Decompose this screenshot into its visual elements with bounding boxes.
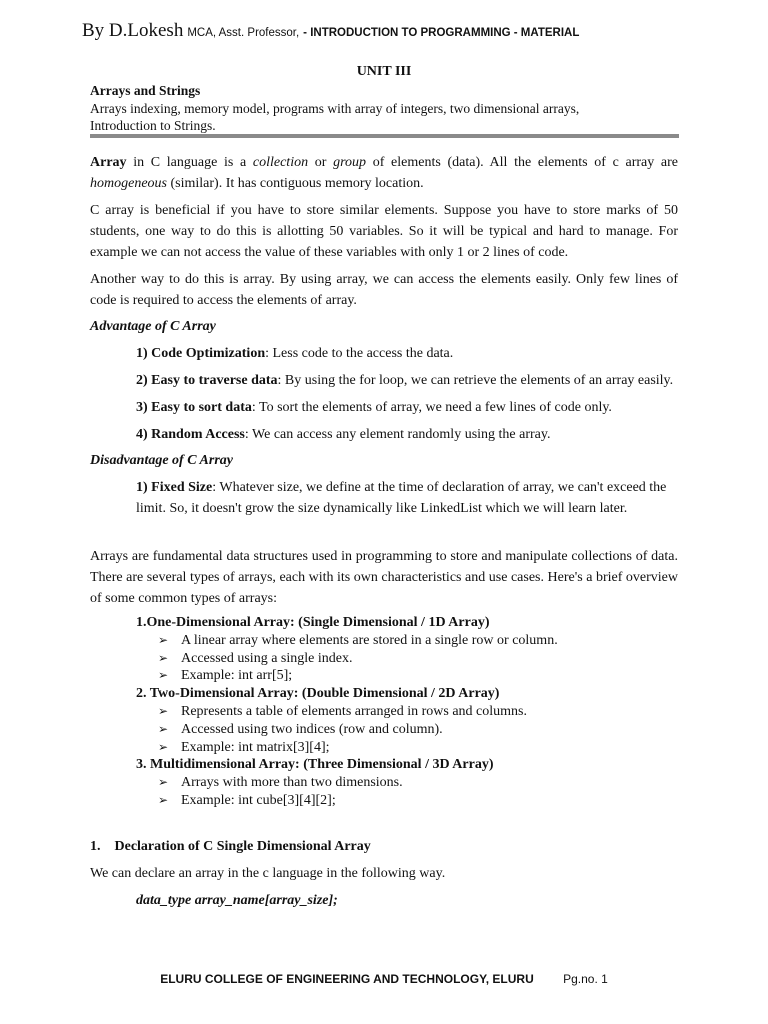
type-heading-3d: 3. Multidimensional Array: (Three Dimensional / 3D Array): [136, 757, 494, 773]
section-divider: [90, 134, 679, 138]
bullet-text: Example: int arr[5];: [181, 668, 293, 684]
bullet-arrow-icon: ➢: [158, 632, 169, 647]
declaration-heading: [90, 836, 678, 857]
advantage-text: : Less code to the access the data.: [265, 346, 454, 361]
declaration-text: We can declare an array in the c language in the following way.: [90, 865, 446, 881]
header-author: By D.Lokesh: [82, 20, 184, 41]
type-heading-1d: 1.One-Dimensional Array: (Single Dimensional / 1D Array): [136, 615, 490, 630]
intro-paragraph: [90, 152, 678, 194]
intro-term: Array: [90, 155, 127, 170]
bullet-text: Accessed using two indices (row and column).: [181, 721, 443, 737]
paragraph-3: Another way to do this is array. By using array, we can access the elements easily. Only few lines of code is required to access the elements of array.: [90, 272, 678, 308]
advantage-label: 4) Random Access: [136, 427, 245, 442]
disadvantage-label: 1) Fixed Size: [136, 480, 213, 495]
list-item: [90, 739, 678, 757]
advantage-label: 3) Easy to sort data: [136, 400, 252, 415]
intro-group: group: [333, 155, 367, 170]
document-body: [90, 152, 678, 911]
advantage-item: [90, 424, 678, 445]
array-types-list: [90, 614, 678, 810]
unit-title: UNIT III: [356, 64, 412, 79]
declaration-syntax: data_type array_name[array_size];: [136, 892, 338, 908]
intro-text-4: (similar). It has contiguous memory location.: [167, 176, 424, 191]
advantages-heading: Advantage of C Array: [90, 319, 216, 334]
declaration-heading-text: Declaration of C Single Dimensional Array: [114, 838, 371, 854]
advantage-item: [90, 397, 678, 418]
bullet-text: Example: int cube[3][4][2];: [181, 792, 336, 808]
bullet-arrow-icon: ➢: [158, 703, 169, 718]
bullet-text: Arrays with more than two dimensions.: [181, 775, 403, 791]
intro-homogeneous: homogeneous: [90, 176, 167, 191]
types-intro-paragraph: Arrays are fundamental data structures used in programming to store and manipulate collections of data. There are several types of arrays, each with its own characteristics and use cases. Here's a brief overview of some common types of arrays:: [90, 549, 678, 606]
bullet-text: Example: int matrix[3][4];: [181, 739, 330, 755]
page-header: [82, 20, 722, 42]
bullet-text: Represents a table of elements arranged in rows and columns.: [181, 703, 528, 719]
topics-heading: Arrays and Strings: [90, 83, 201, 98]
bullet-arrow-icon: ➢: [158, 739, 169, 754]
intro-text-3: of elements (data). All the elements of c array are: [366, 155, 679, 170]
topics-block: [90, 82, 682, 135]
advantage-label: 1) Code Optimization: [136, 346, 266, 361]
advantage-text: : We can access any element randomly using the array.: [244, 427, 551, 442]
advantage-item: [90, 343, 678, 364]
disadvantages-heading: Disadvantage of C Array: [90, 453, 233, 468]
list-item: [90, 632, 678, 650]
footer-page-number: Pg.no. 1: [563, 972, 608, 986]
advantage-item: [90, 370, 678, 391]
list-item: [90, 721, 678, 739]
bullet-arrow-icon: ➢: [158, 668, 169, 683]
page-footer: [0, 972, 768, 986]
intro-collection: collection: [252, 155, 309, 170]
header-title: - INTRODUCTION TO PROGRAMMING - MATERIAL: [303, 27, 580, 39]
bullet-arrow-icon: ➢: [158, 650, 169, 665]
bullet-arrow-icon: ➢: [158, 721, 169, 736]
advantage-label: 2) Easy to traverse data: [136, 373, 278, 388]
topics-line-1: Arrays indexing, memory model, programs with array of integers, two dimensional arrays,: [90, 100, 580, 116]
footer-college: ELURU COLLEGE OF ENGINEERING AND TECHNOLOGY, ELURU: [160, 972, 534, 986]
list-item: [90, 792, 678, 810]
disadvantage-text: : Whatever size, we define at the time of declaration of array, we can't exceed the limit. So, it doesn't grow the size dynamically like LinkedList which we will learn later.: [136, 480, 667, 516]
bullet-text: A linear array where elements are stored in a single row or column.: [181, 632, 558, 648]
list-item: [90, 774, 678, 792]
type-heading-2d: 2. Two-Dimensional Array: (Double Dimensional / 2D Array): [136, 686, 500, 702]
declaration-number: 1.: [90, 838, 101, 854]
bullet-text: Accessed using a single index.: [181, 650, 353, 666]
bullet-arrow-icon: ➢: [158, 775, 169, 790]
advantage-text: : By using the for loop, we can retrieve the elements of an array easily.: [277, 373, 674, 388]
list-item: [90, 650, 678, 668]
intro-text-2: or: [308, 155, 334, 170]
advantage-text: : To sort the elements of array, we need a few lines of code only.: [251, 400, 612, 415]
intro-text-1: in C language is a: [126, 155, 253, 170]
paragraph-2: C array is beneficial if you have to store similar elements. Suppose you have to store marks of 50 students, one way to do this is allotting 50 variables. So it will be typical and hard to manage. For example we can not access the value of these variables with only 1 or 2 lines of code.: [90, 203, 678, 260]
header-qualification: MCA, Asst. Professor,: [187, 27, 300, 39]
list-item: [90, 703, 678, 721]
list-item: [90, 667, 678, 685]
topics-line-2: Introduction to Strings.: [90, 118, 216, 133]
disadvantage-item: [90, 477, 678, 519]
bullet-arrow-icon: ➢: [158, 792, 169, 807]
